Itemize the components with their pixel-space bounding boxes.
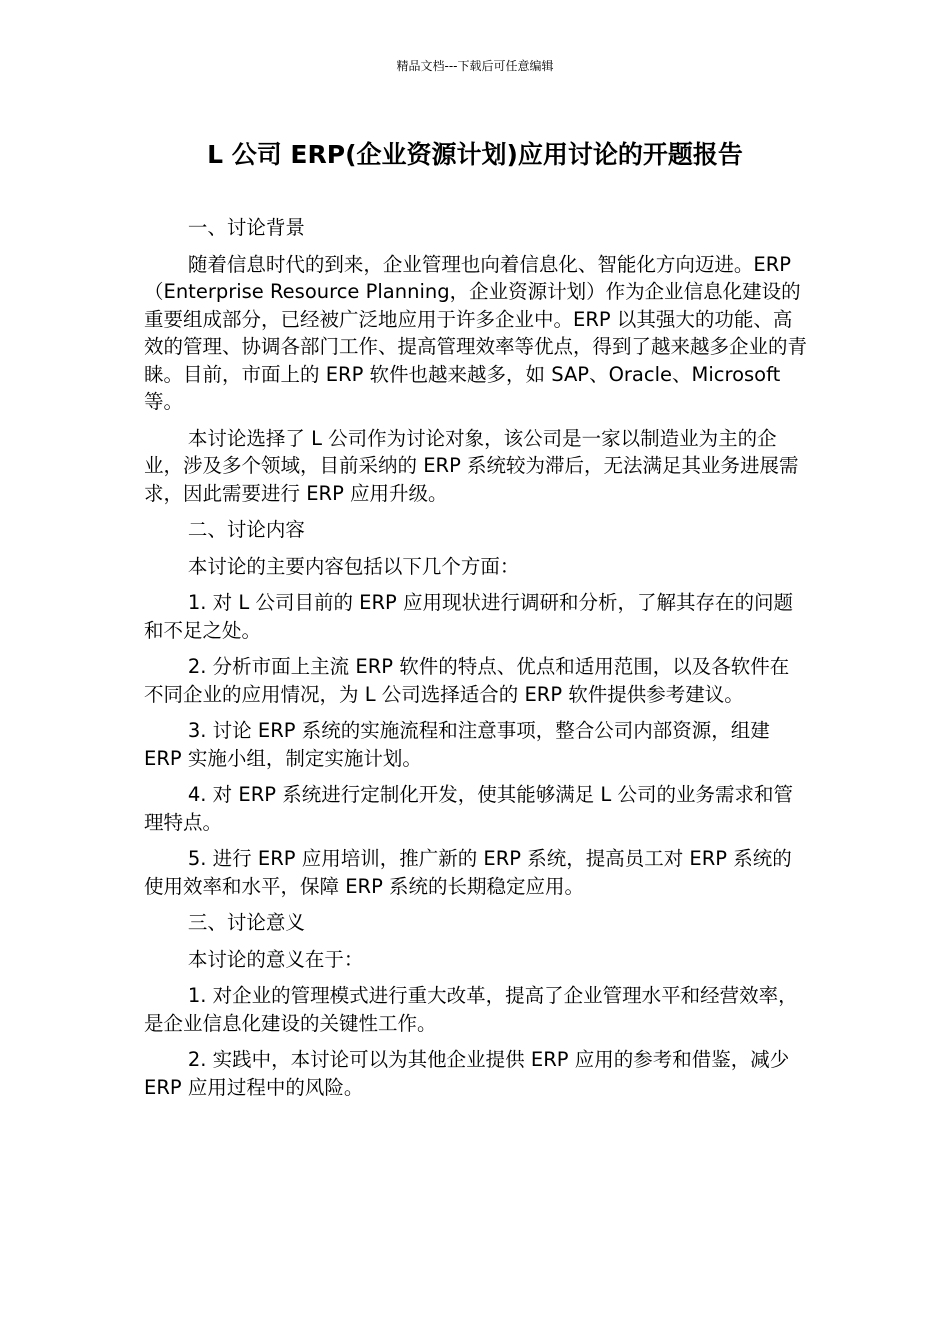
section-heading-content: 二、讨论内容: [187, 518, 305, 541]
list-item-content-3: 3. 讨论 ERP 系统的实施流程和注意事项，整合公司内部资源，组建 ERP 实施小组，制定实施计划。: [144, 719, 770, 770]
header-note: 精品文档---下载后可任意编辑: [396, 59, 554, 73]
list-item-content-2: 2. 分析市面上主流 ERP 软件的特点、优点和适用范围，以及各软件在不同企业的应用情况，为 L 公司选择适合的 ERP 软件提供参考建议。: [144, 655, 790, 706]
list-item-content-4: 4. 对 ERP 系统进行定制化开发，使其能够满足 L 公司的业务需求和管理特点。: [144, 783, 793, 834]
document-body: [144, 214, 808, 1110]
list-item-content-1: 1. 对 L 公司目前的 ERP 应用现状进行调研和分析，了解其存在的问题和不足之处。: [144, 591, 793, 642]
paragraph-background-intro: 随着信息时代的到来，企业管理也向着信息化、智能化方向迈进。ERP（Enterprise Resource Planning，企业资源计划）作为企业信息化建设的重要组成部分，已经被广泛地应用于许多企业中。ERP 以其强大的功能、高效的管理、协调各部门工作、提高管理效率等优点，得到了越来越多企业的青睐。目前，市面上的 ERP 软件也越来越多，如 SAP、Oracle、Microsoft 等。: [144, 252, 808, 413]
list-item-significance-2: 2. 实践中，本讨论可以为其他企业提供 ERP 应用的参考和借鉴，减少 ERP 应用过程中的风险。: [144, 1048, 790, 1099]
paragraph-content-intro: 本讨论的主要内容包括以下几个方面：: [187, 554, 520, 578]
paragraph-significance-intro: 本讨论的意义在于：: [187, 947, 364, 971]
paragraph-background-company: 本讨论选择了 L 公司作为讨论对象，该公司是一家以制造业为主的企业，涉及多个领域，目前采纳的 ERP 系统较为滞后，无法满足其业务进展需求，因此需要进行 ERP 应用升级。: [144, 426, 799, 505]
section-heading-background: 一、讨论背景: [187, 216, 305, 239]
list-item-content-5: 5. 进行 ERP 应用培训，推广新的 ERP 系统，提高员工对 ERP 系统的使用效率和水平，保障 ERP 系统的长期稳定应用。: [144, 847, 792, 898]
document-title: L 公司 ERP(企业资源计划)应用讨论的开题报告: [207, 140, 743, 169]
section-heading-significance: 三、讨论意义: [187, 911, 305, 934]
list-item-significance-1: 1. 对企业的管理模式进行重大改革，提高了企业管理水平和经营效率，是企业信息化建设的关键性工作。: [144, 984, 798, 1035]
